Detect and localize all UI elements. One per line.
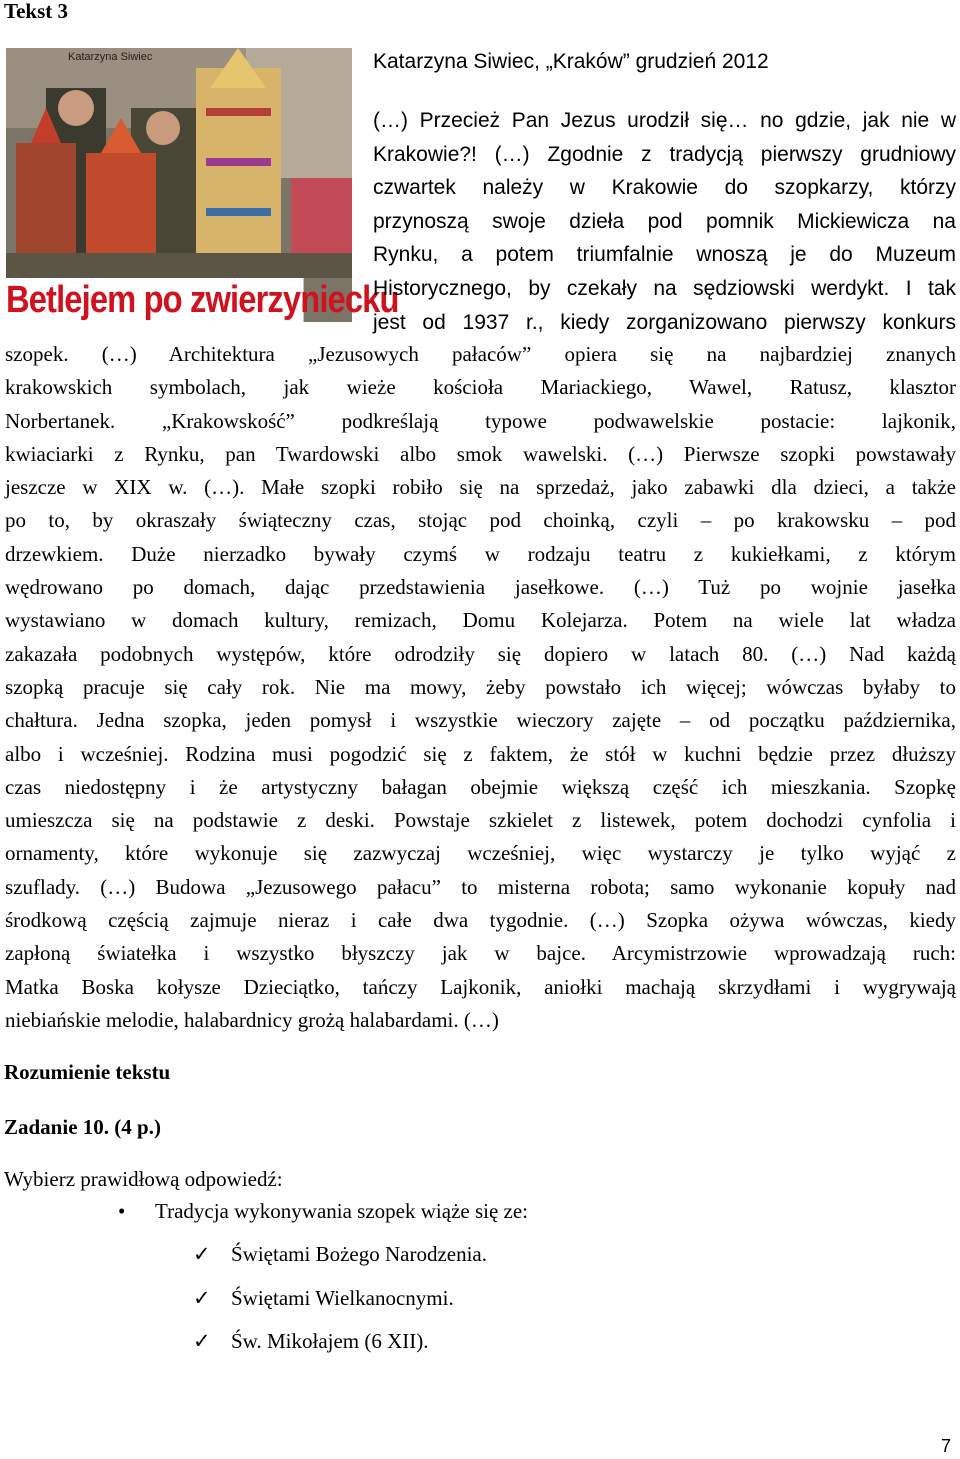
- text-line: środkową częścią zajmuje nieraz i całe dwa tygodnie. (…) Szopka ożywa wówczas, kiedy: [5, 908, 956, 933]
- page-number: 7: [941, 1436, 952, 1456]
- task-instruction: Wybierz prawidłową odpowiedź:: [4, 1167, 283, 1191]
- answer-option-label: Św. Mikołajem (6 XII).: [231, 1329, 429, 1353]
- main-paragraph: [5, 338, 956, 1037]
- text-line: ornamenty, które wykonuje się zazwyczaj wcześniej, więc wystarczy je tylko wyjąć z: [5, 841, 956, 866]
- cover-author: Katarzyna Siwiec: [68, 51, 153, 63]
- text-line: przynoszą swoje dzieła pod pomnik Mickiewicza na: [373, 209, 956, 233]
- text-line: chałtura. Jedna szopka, jeden pomysł i wszystkie wieczory zajęte – od początku października,: [5, 708, 956, 733]
- section-heading-tekst: Tekst 3: [4, 0, 68, 23]
- answer-option-label: Świętami Bożego Narodzenia.: [231, 1242, 487, 1266]
- intro-paragraph: [373, 104, 956, 339]
- book-cover-image: [6, 48, 399, 322]
- text-line: umieszcza się na podstawie z deski. Powstaje szkielet z listewek, potem dochodzi cynfolia i: [5, 808, 956, 833]
- task-question: Tradycja wykonywania szopek wiąże się ze:: [155, 1199, 529, 1223]
- text-line: po to, by okraszały świąteczny czas, stojąc pod choinką, czyli – po krakowsku – pod: [5, 508, 956, 533]
- text-line: szuflady. (…) Budowa „Jezusowego pałacu” to misterna robota; samo wykonanie kopuły nad: [5, 874, 956, 899]
- text-line: wystawiano w domach kultury, remizach, Domu Kolejarza. Potem na wiele lat władza: [5, 608, 956, 633]
- answer-option[interactable]: [193, 1286, 454, 1311]
- text-line: szopką pracuje się cały rok. Nie ma mowy, żeby powstało ich więcej; wówczas byłaby to: [5, 674, 956, 699]
- bullet-icon: •: [118, 1199, 126, 1223]
- text-line: zapłoną światełka i wszystko błyszczy jak w bajce. Arcymistrzowie wprowadzają ruch:: [5, 941, 956, 966]
- text-line: jeszcze w XIX w. (…). Małe szopki robiło się na sprzedaż, jako zabawki dla dzieci, a także: [5, 475, 956, 500]
- answer-option[interactable]: [193, 1329, 429, 1354]
- checkmark-icon: ✓: [193, 1286, 211, 1310]
- text-line: zakazała podobnych występów, które odrodziły się dopiero w latach 80. (…) Nad każdą: [5, 641, 956, 666]
- section-heading-comprehension: Rozumienie tekstu: [4, 1060, 171, 1084]
- text-line: jest od 1937 r., kiedy zorganizowano pierwszy konkurs: [373, 310, 956, 334]
- text-line: (…) Przecież Pan Jezus urodził się… no gdzie, jak nie w: [373, 109, 956, 132]
- text-line: wędrowano po domach, dając przedstawienia jasełkowe. (…) Tuż po wojnie jasełka: [5, 575, 956, 600]
- text-line: Krakowie?! (…) Zgodnie z tradycją pierwszy grudniowy: [373, 142, 956, 166]
- text-line: Historycznego, by czekały na sędziowski werdykt. I tak: [373, 276, 956, 300]
- text-line: Rynku, a potem triumfalnie wnoszą je do Muzeum: [373, 243, 956, 267]
- text-line: albo i wcześniej. Rodzina musi pogodzić się z faktem, że stół w kuchni będzie przez dłuższy: [5, 741, 956, 766]
- text-source: Katarzyna Siwiec, „Kraków” grudzień 2012: [373, 50, 769, 73]
- checkmark-icon: ✓: [193, 1329, 211, 1353]
- task-heading: Zadanie 10. (4 p.): [4, 1115, 161, 1139]
- text-line: niebiańskie melodie, halabardnicy grożą halabardami. (…): [5, 1007, 499, 1032]
- answer-option-label: Świętami Wielkanocnymi.: [231, 1286, 454, 1310]
- answer-option[interactable]: [193, 1242, 487, 1267]
- text-line: drzewkiem. Duże nierzadko bywały czymś w rodzaju teatru z kukiełkami, z którym: [5, 541, 956, 566]
- text-line: Matka Boska kołysze Dzieciątko, tańczy Lajkonik, aniołki machają skrzydłami i wygrywają: [5, 974, 956, 999]
- text-line: czwartek należy w Krakowie do szopkarzy, którzy: [373, 176, 956, 200]
- text-line: krakowskich symbolach, jak wieże kościoła Mariackiego, Wawel, Ratusz, klasztor: [5, 375, 956, 400]
- text-line: Norbertanek. „Krakowskość” podkreślają typowe podwawelskie postacie: lajkonik,: [5, 408, 956, 433]
- checkmark-icon: ✓: [193, 1242, 211, 1266]
- text-line: czas niedostępny i że artystyczny bałagan obejmie większą część ich mieszkania. Szopkę: [5, 774, 956, 799]
- text-line: kwiaciarki z Rynku, pan Twardowski albo smok wawelski. (…) Pierwsze szopki powstawały: [5, 441, 956, 466]
- cover-title: Betlejem po zwierzyniecku: [6, 279, 399, 321]
- text-line: szopek. (…) Architektura „Jezusowych pałaców” opiera się na najbardziej znanych: [5, 342, 956, 366]
